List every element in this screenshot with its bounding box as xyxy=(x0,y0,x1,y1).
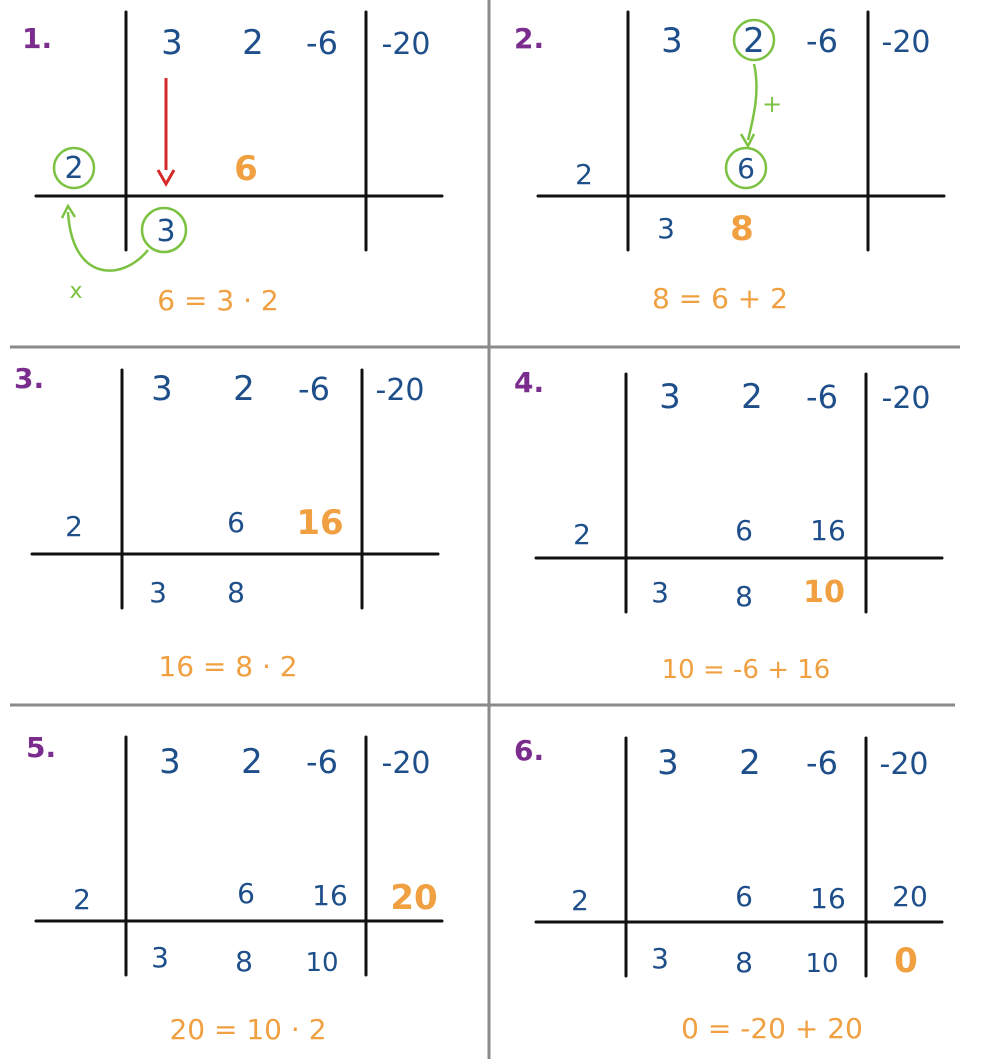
coefficient-4: -20 xyxy=(381,746,431,781)
bottom-value-3: 10 xyxy=(803,575,845,610)
bottom-value-1: 3 xyxy=(156,214,176,249)
add-arrow-head xyxy=(741,134,754,146)
panel-1 xyxy=(22,12,442,317)
coefficient-3: -6 xyxy=(806,378,838,416)
mult-value-3: 20 xyxy=(390,878,438,918)
step-label: 5. xyxy=(26,731,57,764)
bottom-value-4: 0 xyxy=(894,941,918,981)
coefficient-4: -20 xyxy=(881,381,931,416)
panel-3 xyxy=(14,362,438,683)
panel-5 xyxy=(26,731,442,1046)
root-value: 2 xyxy=(573,518,591,551)
panel-4 xyxy=(514,366,942,685)
mult-value-1: 6 xyxy=(234,149,258,189)
step-label: 3. xyxy=(14,362,45,395)
add-arrow xyxy=(748,64,756,140)
bottom-value-1: 3 xyxy=(651,576,669,609)
mult-value-2: 16 xyxy=(312,879,348,912)
multiply-arrow xyxy=(68,212,148,271)
coefficient-2: 2 xyxy=(739,743,761,783)
equation: 0 = -20 + 20 xyxy=(681,1012,863,1045)
coefficient-4: -20 xyxy=(381,27,431,62)
mult-value-1: 6 xyxy=(237,877,255,910)
coefficient-2: 2 xyxy=(241,742,263,782)
bottom-value-3: 10 xyxy=(305,948,339,978)
coefficient-2: 2 xyxy=(242,23,264,63)
bottom-value-2: 8 xyxy=(227,576,245,609)
root-value: 2 xyxy=(65,510,83,543)
coefficient-4: -20 xyxy=(881,25,931,60)
mult-value-1: 6 xyxy=(735,514,753,547)
coefficient-1: 3 xyxy=(161,23,183,63)
coefficient-4: -20 xyxy=(879,747,929,782)
root-value: 2 xyxy=(571,884,589,917)
panel-6 xyxy=(514,734,942,1045)
coefficient-2: 2 xyxy=(743,21,765,61)
mult-value-1: 6 xyxy=(735,880,753,913)
coefficient-3: -6 xyxy=(306,743,338,781)
panel-2 xyxy=(514,12,944,315)
coefficient-1: 3 xyxy=(659,377,681,417)
equation: 20 = 10 · 2 xyxy=(169,1013,327,1046)
add-sign: + xyxy=(761,90,783,118)
bottom-value-1: 3 xyxy=(149,576,167,609)
bottom-value-1: 3 xyxy=(657,212,675,245)
bottom-value-2: 8 xyxy=(735,946,753,979)
mult-value-2: 16 xyxy=(810,514,846,547)
step-label: 1. xyxy=(22,22,53,55)
coefficient-2: 2 xyxy=(741,377,763,417)
equation: 10 = -6 + 16 xyxy=(661,655,831,685)
mult-value-2: 16 xyxy=(810,882,846,915)
coefficient-2: 2 xyxy=(233,369,255,409)
coefficient-3: -6 xyxy=(298,370,330,408)
step-label: 2. xyxy=(514,22,545,55)
mult-value-1: 6 xyxy=(227,506,245,539)
root-value: 2 xyxy=(64,151,84,186)
bottom-value-1: 3 xyxy=(151,941,169,974)
multiply-sign: x xyxy=(69,279,83,304)
coefficient-3: -6 xyxy=(806,22,838,60)
coefficient-1: 3 xyxy=(159,742,181,782)
coefficient-3: -6 xyxy=(306,24,338,62)
coefficient-1: 3 xyxy=(661,21,683,61)
equation: 8 = 6 + 2 xyxy=(652,282,788,315)
coefficient-1: 3 xyxy=(657,743,679,783)
bottom-value-2: 8 xyxy=(235,945,253,978)
coefficient-3: -6 xyxy=(806,744,838,782)
bottom-value-2: 8 xyxy=(735,580,753,613)
root-value: 2 xyxy=(575,158,593,191)
mult-value-3: 20 xyxy=(892,880,928,913)
bottom-value-2: 8 xyxy=(730,209,754,249)
mult-value-2: 16 xyxy=(296,503,344,543)
coefficient-1: 3 xyxy=(151,369,173,409)
equation: 6 = 3 · 2 xyxy=(157,284,279,317)
step-label: 6. xyxy=(514,734,545,767)
root-value: 2 xyxy=(73,883,91,916)
bottom-value-1: 3 xyxy=(651,942,669,975)
mult-value-1: 6 xyxy=(737,152,755,185)
bottom-value-3: 10 xyxy=(805,949,839,979)
down-arrow-head xyxy=(158,170,174,184)
coefficient-4: -20 xyxy=(375,373,425,408)
step-label: 4. xyxy=(514,366,545,399)
equation: 16 = 8 · 2 xyxy=(158,650,298,683)
